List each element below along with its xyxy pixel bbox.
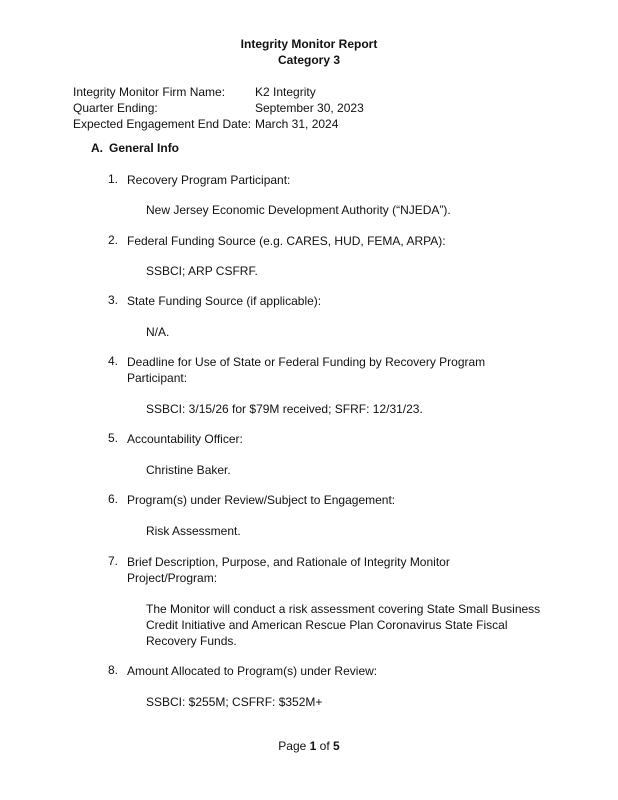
item-number: 3. — [108, 293, 119, 307]
item-question: Recovery Program Participant: — [127, 173, 291, 187]
item-question: State Funding Source (if applicable): — [127, 294, 322, 308]
info-value: K2 Integrity — [255, 85, 316, 99]
item-question: Federal Funding Source (e.g. CARES, HUD, FEMA, ARPA): — [127, 234, 446, 248]
item-number: 5. — [108, 431, 119, 445]
item-number: 2. — [108, 233, 119, 247]
item-answer: SSBCI: 3/15/26 for $79M received; SFRF: 12/31/23. — [146, 402, 423, 416]
info-row-end-date — [73, 116, 364, 132]
info-label: Integrity Monitor Firm Name: — [73, 85, 226, 99]
item-question: Accountability Officer: — [127, 432, 243, 446]
item-answer: SSBCI: $255M; CSFRF: $352M+ — [146, 695, 323, 709]
info-value: September 30, 2023 — [255, 101, 364, 115]
item-answer: New Jersey Economic Development Authority (“NJEDA”). — [146, 203, 451, 217]
page-of: of — [319, 739, 330, 753]
section-letter: A. — [91, 141, 103, 155]
report-title: Integrity Monitor Report — [240, 37, 378, 51]
info-value: March 31, 2024 — [255, 117, 339, 131]
info-row-firm-name — [73, 84, 364, 100]
item-number: 8. — [108, 663, 119, 677]
item-question: Amount Allocated to Program(s) under Review: — [127, 664, 378, 678]
item-number: 4. — [108, 354, 119, 368]
item-answer: Christine Baker. — [146, 463, 231, 477]
page-current: 1 — [309, 739, 317, 753]
report-category: Category 3 — [277, 53, 341, 67]
item-answer: SSBCI; ARP CSFRF. — [146, 264, 258, 278]
item-question: Program(s) under Review/Subject to Engagement: — [127, 493, 396, 507]
info-row-quarter-ending — [73, 100, 364, 116]
item-answer: N/A. — [146, 325, 170, 339]
section-title: General Info — [109, 141, 180, 155]
info-label: Quarter Ending: — [73, 101, 158, 115]
item-answer: The Monitor will conduct a risk assessment covering State Small Business Credit Initiative and American Rescue Plan Coronavirus State Fiscal Recovery Funds. — [146, 602, 541, 648]
item-number: 7. — [108, 554, 119, 568]
item-question: Brief Description, Purpose, and Rationale of Integrity Monitor Project/Program: — [127, 555, 450, 585]
item-number: 6. — [108, 492, 119, 506]
item-question: Deadline for Use of State or Federal Funding by Recovery Program Participant: — [127, 355, 486, 385]
page-total: 5 — [333, 739, 340, 753]
page-footer — [0, 739, 618, 753]
item-answer: Risk Assessment. — [146, 524, 241, 538]
info-block — [73, 84, 364, 132]
section-heading — [91, 141, 179, 155]
item-number: 1. — [108, 172, 119, 186]
page-label: Page — [278, 739, 307, 753]
info-label: Expected Engagement End Date: — [73, 117, 252, 131]
